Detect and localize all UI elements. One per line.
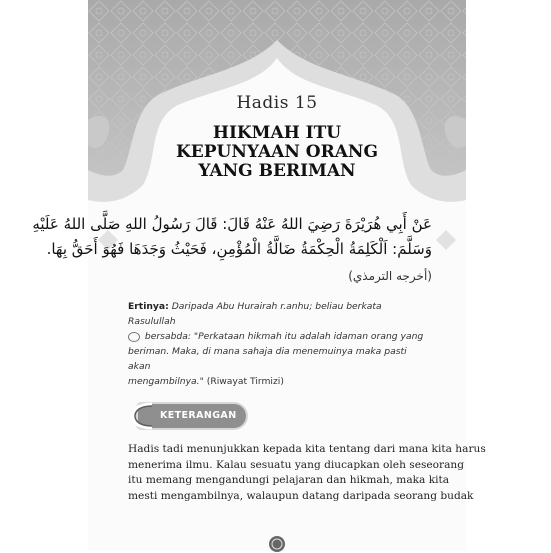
body-line: itu memang mengandungi pelajaran dan hikmah, maka kita [128, 474, 450, 486]
translation-block [128, 299, 428, 389]
section-header-keterangan [128, 404, 248, 430]
arabic-source: (أخرجه الترمذي) [348, 269, 432, 283]
arabic-hadith-text [32, 212, 432, 289]
translation-label: Ertinya: [128, 301, 169, 312]
title-line: YANG BERIMAN [198, 161, 356, 181]
arabic-line: عَنْ أَبِي هُرَيْرَةَ رَضِيَ اللهُ عَنْهُ قَالَ: قَالَ رَسُولُ اللهِ صَلَّى اللهُ عَلَيْهِ [32, 215, 432, 233]
translation-text: bersabda: "Perkataan hikmah itu adalah idaman orang yang [144, 331, 424, 342]
body-line: menerima ilmu. Kalau sesuatu yang diucapkan oleh seseorang [128, 458, 465, 471]
salawat-icon [128, 332, 140, 342]
citation: (Riwayat Tirmizi) [206, 376, 284, 387]
title-line: KEPUNYAAN ORANG [176, 142, 378, 162]
page-title [88, 124, 466, 181]
arabic-line: وَسَلَّمَ: اَلْكَلِمَةُ الْحِكْمَةُ ضَالَّةُ الْمُؤْمِنِ، فَحَيْثُ وَجَدَهَا فَهُوَ أَحَقُّ بِهَا. [46, 240, 432, 258]
section-label: KETERANGAN [160, 410, 237, 421]
translation-text: mengambilnya." [128, 376, 204, 387]
body-paragraph [128, 442, 486, 504]
hadis-number: Hadis 15 [236, 93, 318, 113]
translation-text: Daripada Abu Hurairah r.anhu; beliau berkata Rasulullah [128, 301, 382, 327]
title-line: HIKMAH ITU [212, 123, 342, 143]
translation-text: beriman. Maka, di mana sahaja dia menemuinya maka pasti akan [128, 346, 407, 372]
book-page [32, 0, 486, 551]
page-number-ornament-icon [268, 535, 286, 553]
scroll-curl-icon [128, 402, 154, 430]
body-line: mesti mengambilnya, walaupun datang daripada seorang budak [128, 489, 474, 502]
body-line: Hadis tadi menunjukkan kepada kita tentang dari mana kita harus [128, 443, 486, 455]
